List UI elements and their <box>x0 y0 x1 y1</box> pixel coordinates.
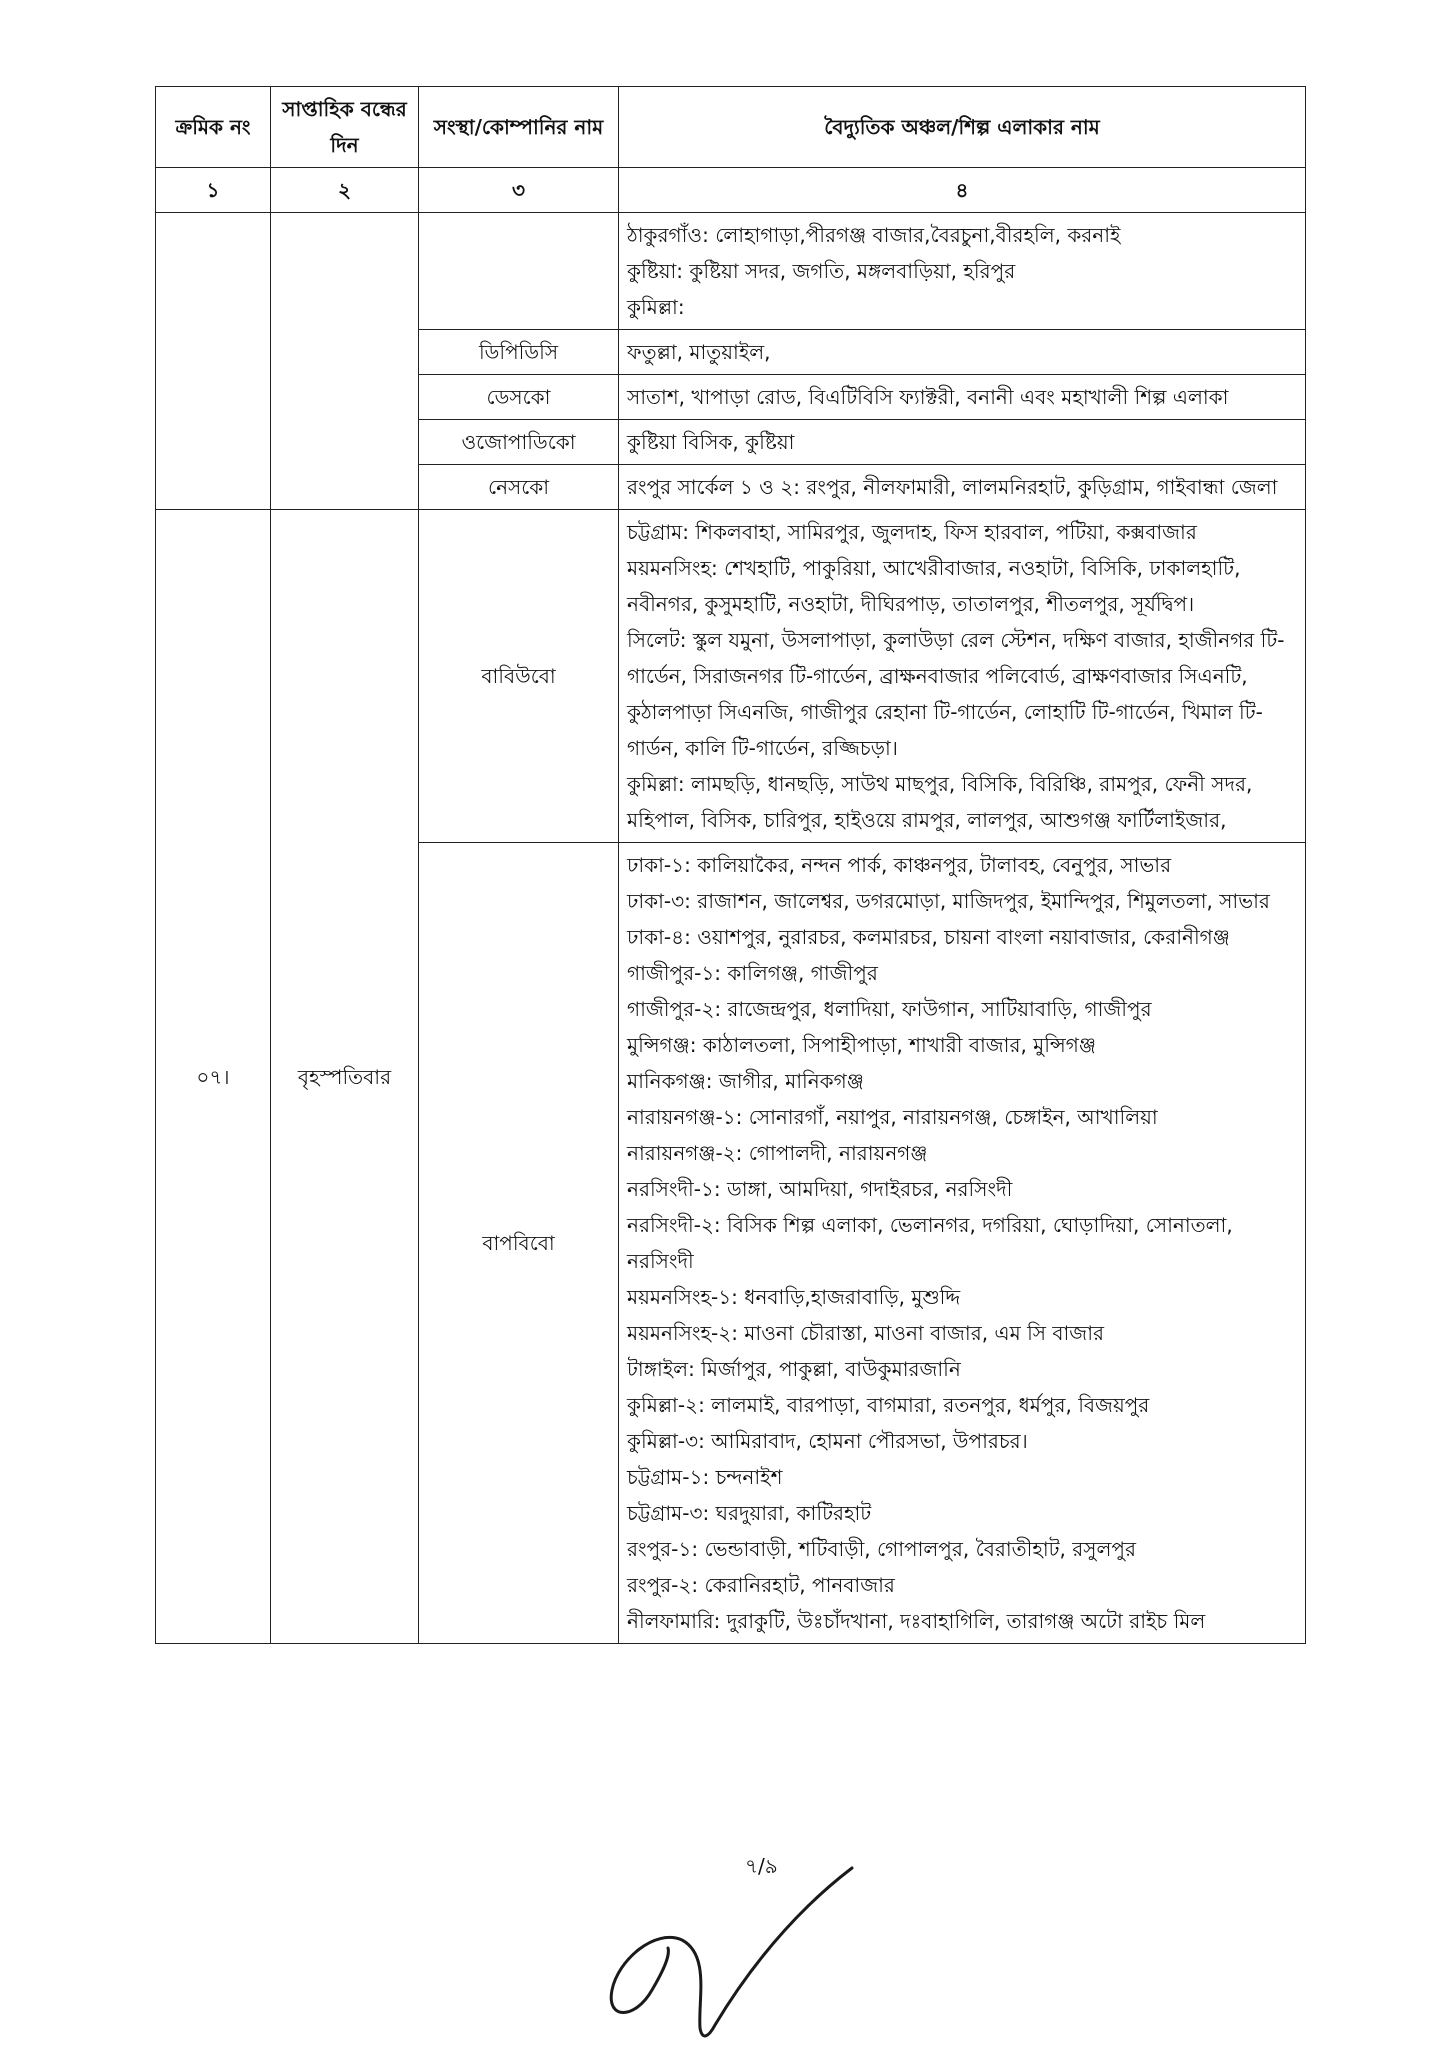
area-line: ময়মনসিংহ-২: মাওনা চৌরাস্তা, মাওনা বাজার, এম সি বাজার <box>627 1321 1104 1345</box>
company-cell: ডিপিডিসি <box>419 330 619 375</box>
serial-cell: ০৭। <box>156 510 271 1644</box>
handwritten-signature <box>590 1860 860 2045</box>
area-line: রংপুর সার্কেল ১ ও ২: রংপুর, নীলফামারী, লালমনিরহাট, কুড়িগ্রাম, গাইবান্ধা জেলা <box>627 475 1278 499</box>
area-line: রংপুর-২: কেরানিরহাট, পানবাজার <box>627 1573 895 1597</box>
area-line: চট্টগ্রাম-১: চন্দনাইশ <box>627 1465 783 1489</box>
header-row <box>156 87 1306 168</box>
company-cell: বাবিউবো <box>419 510 619 843</box>
area-line: ঢাকা-১: কালিয়াকৈর, নন্দন পার্ক, কাঞ্চনপুর, টালাবহ, বেনুপুর, সাভার <box>627 853 1172 877</box>
area-line: চট্টগ্রাম: শিকলবাহা, সামিরপুর, জুলদাহ, ফিস হারবাল, পটিয়া, কক্সবাজার <box>627 520 1197 544</box>
company-cell: বাপবিবো <box>419 843 619 1644</box>
area-line: গাজীপুর-১: কালিগঞ্জ, গাজীপুর <box>627 961 878 985</box>
area-line: কুমিল্লা: <box>627 295 685 319</box>
area-line: কুমিল্লা: লামছড়ি, ধানছড়ি, সাউথ মাছপুর, বিসিকি, বিরিঞ্চি, রামপুর, ফেনী সদর, মহিপাল, বিসিক, চারিপুর, হাইওয়ে রামপুর, লালপুর, আশুগঞ্জ ফার্টিলাইজার, <box>627 772 1253 832</box>
header-area: বৈদ্যুতিক অঞ্চল/শিল্প এলাকার নাম <box>619 87 1306 168</box>
header-weekly-holiday: সাপ্তাহিক বন্ধের দিন <box>271 87 419 168</box>
area-line: ঢাকা-৩: রাজাশন, জালেশ্বর, ডগরমোড়া, মাজিদপুর, ইমান্দিপুর, শিমুলতলা, সাভার <box>627 889 1270 913</box>
area-cell <box>619 213 1306 330</box>
header-company: সংস্থা/কোম্পানির নাম <box>419 87 619 168</box>
company-cell <box>419 213 619 330</box>
column-number: ৩ <box>419 168 619 213</box>
column-number: ৪ <box>619 168 1306 213</box>
area-schedule-table <box>155 86 1306 1644</box>
day-cell-empty <box>271 213 419 510</box>
area-line: ময়মনসিংহ: শেখহাটি, পাকুরিয়া, আখেরীবাজার, নওহাটা, বিসিকি, ঢাকালহাটি, নবীনগর, কুসুমহাটি, নওহাটা, দীঘিরপাড়, তাতালপুর, শীতলপুর, সূর্যদ্বিপ। <box>627 556 1241 616</box>
company-cell: ওজোপাডিকো <box>419 420 619 465</box>
area-line: মুন্সিগঞ্জ: কাঠালতলা, সিপাহীপাড়া, শাখারী বাজার, মুন্সিগঞ্জ <box>627 1033 1096 1057</box>
area-cell <box>619 510 1306 843</box>
area-line: ফতুল্লা, মাতুয়াইল, <box>627 340 771 364</box>
area-line: নারায়নগঞ্জ-২: গোপালদী, নারায়নগঞ্জ <box>627 1141 928 1165</box>
area-line: সাতাশ, খাপাড়া রোড, বিএটিবিসি ফ্যাক্টরী, বনানী এবং মহাখালী শিল্প এলাকা <box>627 385 1229 409</box>
area-line: ময়মনসিংহ-১: ধনবাড়ি,হাজরাবাড়ি, মুশুদ্দি <box>627 1285 961 1309</box>
column-number: ১ <box>156 168 271 213</box>
area-line: মানিকগঞ্জ: জাগীর, মানিকগঞ্জ <box>627 1069 864 1093</box>
area-line: নারায়নগঞ্জ-১: সোনারগাঁ, নয়াপুর, নারায়নগঞ্জ, চেঙ্গাইন, আখালিয়া <box>627 1105 1158 1129</box>
area-line: চট্টগ্রাম-৩: ঘরদুয়ারা, কাটিরহাট <box>627 1501 872 1525</box>
area-line: গাজীপুর-২: রাজেন্দ্রপুর, ধলাদিয়া, ফাউগান, সাটিয়াবাড়ি, গাজীপুর <box>627 997 1152 1021</box>
company-cell: ডেসকো <box>419 375 619 420</box>
column-number-row <box>156 168 1306 213</box>
area-line: কুষ্টিয়া বিসিক, কুষ্টিয়া <box>627 430 795 454</box>
area-line: কুমিল্লা-২: লালমাই, বারপাড়া, বাগমারা, রতনপুর, ধর্মপুর, বিজয়পুর <box>627 1393 1150 1417</box>
column-number: ২ <box>271 168 419 213</box>
area-cell <box>619 465 1306 510</box>
area-cell <box>619 330 1306 375</box>
area-line: ঠাকুরগাঁও: লোহাগাড়া,পীরগঞ্জ বাজার,বৈরচুনা,বীরহলি, করনাই <box>627 223 1121 247</box>
table-row <box>156 213 1306 330</box>
area-line: কুমিল্লা-৩: আমিরাবাদ, হোমনা পৌরসভা, উপারচর। <box>627 1429 1028 1453</box>
area-line: ঢাকা-৪: ওয়াশপুর, নুরারচর, কলমারচর, চায়না বাংলা নয়াবাজার, কেরানীগঞ্জ <box>627 925 1230 949</box>
table-row <box>156 510 1306 843</box>
area-line: টাঙ্গাইল: মির্জাপুর, পাকুল্লা, বাউকুমারজানি <box>627 1357 961 1381</box>
area-line: কুষ্টিয়া: কুষ্টিয়া সদর, জগতি, মঙ্গলবাড়িয়া, হরিপুর <box>627 259 1016 283</box>
day-cell: বৃহস্পতিবার <box>271 510 419 1644</box>
serial-cell-empty <box>156 213 271 510</box>
company-cell: নেসকো <box>419 465 619 510</box>
area-line: নীলফামারি: দুরাকুটি, উঃচাঁদখানা, দঃবাহাগিলি, তারাগঞ্জ অটো রাইচ মিল <box>627 1609 1206 1633</box>
area-line: নরসিংদী-১: ডাঙ্গা, আমদিয়া, গদাইরচর, নরসিংদী <box>627 1177 1013 1201</box>
page-number: ৭/৯ <box>745 1854 778 1878</box>
header-serial: ক্রমিক নং <box>156 87 271 168</box>
area-line: সিলেট: স্কুল যমুনা, উসলাপাড়া, কুলাউড়া রেল স্টেশন, দক্ষিণ বাজার, হাজীনগর টি-গার্ডেন, সিরাজনগর টি-গার্ডেন, ব্রাক্ষনবাজার পলিবোর্ড, ব্রাক্ষণবাজার সিএনটি, কুঠালপাড়া সিএনজি, গাজীপুর রেহানা টি-গার্ডেন, লোহাটি টি-গার্ডেন, খিমাল টি-গার্ডন, কালি টি-গার্ডেন, রজ্জিচড়া। <box>627 628 1285 760</box>
area-line: রংপুর-১: ভেন্ডাবাড়ী, শটিবাড়ী, গোপালপুর, বৈরাতীহাট, রসুলপুর <box>627 1537 1136 1561</box>
area-cell <box>619 375 1306 420</box>
area-line: নরসিংদী-২: বিসিক শিল্প এলাকা, ভেলানগর, দগরিয়া, ঘোড়াদিয়া, সোনাতলা, নরসিংদী <box>627 1213 1233 1273</box>
area-cell <box>619 843 1306 1644</box>
area-cell <box>619 420 1306 465</box>
